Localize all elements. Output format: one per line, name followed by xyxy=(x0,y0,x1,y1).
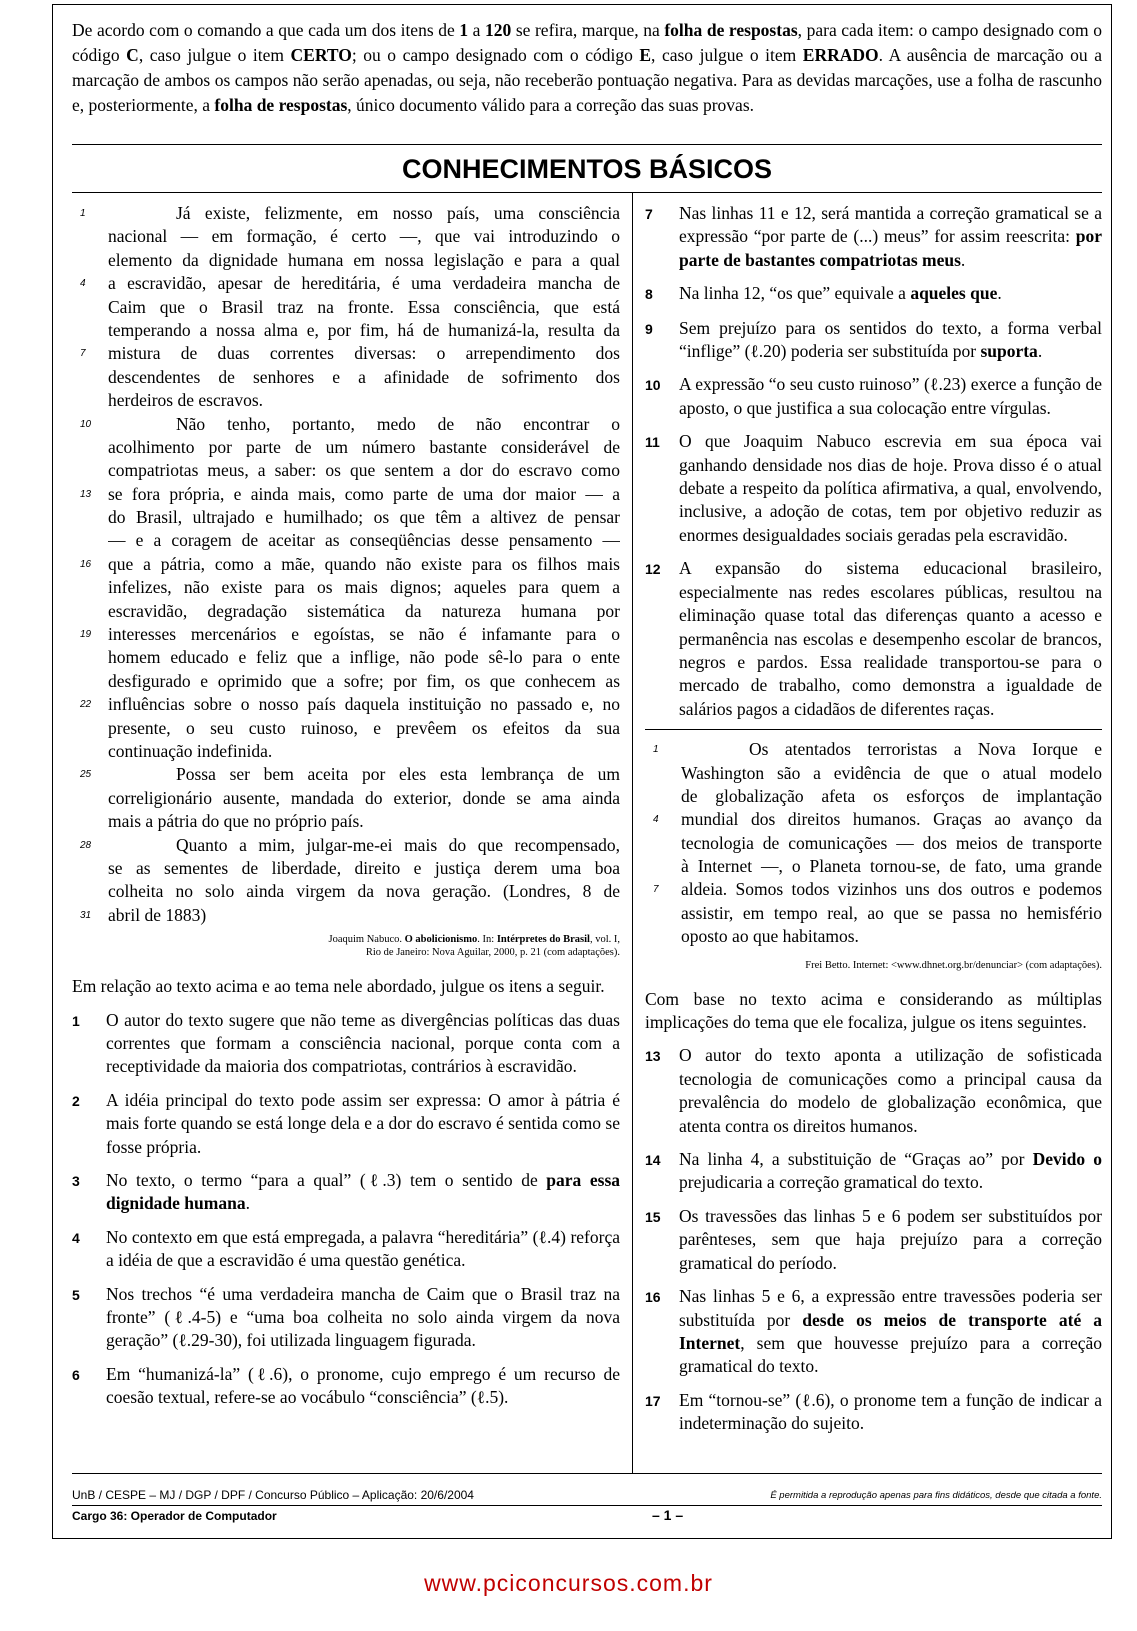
line-number: 19 xyxy=(80,629,92,641)
passage-line xyxy=(72,834,620,857)
line-number xyxy=(72,389,108,412)
line-number xyxy=(72,670,108,693)
footer-exam-info: UnB / CESPE – MJ / DGP / DPF / Concurso Público – Aplicação: 20/6/2004 xyxy=(72,1488,474,1502)
line-text: temperando a nossa alma e, por fim, há de humanizá-la, resulta da xyxy=(108,319,620,340)
item-number: 15 xyxy=(645,1208,661,1225)
line-text: Não tenho, portanto, medo de não encontrar o xyxy=(176,413,620,434)
item-number: 8 xyxy=(645,286,653,303)
question-item xyxy=(645,430,1102,547)
line-number xyxy=(645,902,681,925)
question-item xyxy=(645,317,1102,364)
passage-line xyxy=(72,717,620,740)
line-number: 7 xyxy=(653,884,659,896)
passage-line xyxy=(645,832,1102,855)
passage-line xyxy=(72,296,620,319)
item-text: A expansão do sistema educacional brasileiro, especialmente nas redes escolares públicas, resultou na eliminação quase total das diferenças quanto a acesso e permanência nas escolas e desempenho escolar de brancos, negros e pardos. Essa realidade transportou-se para o mercado de trabalho, como demonstra a igualdade de salários pagos a cidadãos de diferentes raças. xyxy=(679,558,1102,719)
question-item xyxy=(645,557,1102,721)
left-column xyxy=(72,202,620,1410)
question-item xyxy=(72,1226,620,1273)
passage-line xyxy=(72,459,620,482)
line-number xyxy=(72,880,108,903)
question-item xyxy=(645,1148,1102,1195)
line-number: 7 xyxy=(80,348,86,360)
item-text: No contexto em que está empregada, a palavra “hereditária” (ℓ.4) reforça a idéia de que a escravidão é uma questão genética. xyxy=(106,1226,620,1271)
item-number: 13 xyxy=(645,1048,661,1065)
line-text: nacional — em formação, é certo —, que vai introduzindo o xyxy=(108,226,620,247)
item-list xyxy=(72,1009,620,1410)
line-text: interesses mercenários e egoístas, se não é infamante para o xyxy=(108,624,620,645)
line-number xyxy=(72,740,108,763)
item-text: Sem prejuízo para os sentidos do texto, a forma verbal “inflige” (ℓ.20) poderia ser substituída por suporta. xyxy=(679,317,1102,362)
passage-line xyxy=(72,553,620,576)
line-text: Já existe, felizmente, em nosso país, uma consciência xyxy=(176,203,620,223)
line-text: do Brasil, ultrajado e humilhado; os que têm a altivez de pensar xyxy=(108,507,620,528)
line-number xyxy=(72,225,108,248)
line-number xyxy=(72,249,108,272)
item-text: Em “tornou-se” (ℓ.6), o pronome tem a função de indicar a indeterminação do sujeito. xyxy=(679,1389,1102,1434)
item-text: Em “humanizá-la” (ℓ.6), o pronome, cujo emprego é um recurso de coesão textual, refere-se ao vocábulo “consciência” (ℓ.5). xyxy=(106,1363,620,1408)
passage-line xyxy=(72,342,620,365)
question-item xyxy=(645,202,1102,272)
item-list xyxy=(645,202,1102,721)
line-number: 1 xyxy=(653,744,659,756)
line-number xyxy=(645,785,681,808)
instructions-lead: Em relação ao texto acima e ao tema nele abordado, julgue os itens a seguir. xyxy=(72,976,605,997)
passage-line xyxy=(72,880,620,903)
divider xyxy=(72,144,1102,145)
line-text: homem educado e feliz que a inflige, não pode sê-lo para o ente xyxy=(108,647,620,668)
line-text: abril de 1883) xyxy=(108,904,207,925)
item-text: A idéia principal do texto pode assim ser expressa: O amor à pátria é mais forte quando se está longe dela e a dor do escravo é sentida como se fosse própria. xyxy=(106,1089,620,1157)
section-title: CONHECIMENTOS BÁSICOS xyxy=(401,154,773,184)
line-number xyxy=(72,319,108,342)
line-number xyxy=(72,787,108,810)
item-list xyxy=(645,1044,1102,1435)
line-number: 10 xyxy=(80,418,92,430)
line-number xyxy=(72,459,108,482)
item-number: 3 xyxy=(72,1172,80,1189)
passage-line xyxy=(72,483,620,506)
line-text: acolhimento por parte de um número bastante considerável de xyxy=(108,436,620,457)
item-text: Nas linhas 5 e 6, a expressão entre travessões poderia ser substituída por desde os meios de transporte até a Internet, sem que houvesse prejuízo para a correção gramatical do texto. xyxy=(679,1286,1103,1377)
passage-line xyxy=(72,389,620,412)
item-text: Na linha 12, “os que” equivale a aqueles que. xyxy=(679,283,1002,304)
passage-line xyxy=(72,904,620,927)
passage-line xyxy=(72,506,620,529)
line-number: 4 xyxy=(653,814,659,826)
line-number xyxy=(72,436,108,459)
item-number: 9 xyxy=(645,320,653,337)
cargo-label: Cargo 36: Operador de Computador xyxy=(72,1509,277,1523)
passage-line xyxy=(72,857,620,880)
line-number: 1 xyxy=(80,208,86,219)
line-text: mais a pátria do que no próprio país. xyxy=(108,811,364,832)
line-number: 22 xyxy=(80,699,92,711)
line-text: influências sobre o nosso país daquela instituição no passado e, no xyxy=(108,694,620,715)
line-text: desfigurado e oprimido que a sofre; por fim, os que conhecem as xyxy=(108,670,620,691)
line-text: herdeiros de escravos. xyxy=(108,390,264,411)
item-text: O autor do texto sugere que não teme as divergências políticas das duas correntes que formam a consciência nacional, porque conta com a receptividade da maioria dos compatriotas, contrários à escravidão. xyxy=(106,1009,620,1077)
item-text: Na linha 4, a substituição de “Graças ao” por Devido o prejudicaria a correção gramatical do texto. xyxy=(679,1149,1102,1193)
line-text: Os atentados terroristas a Nova Iorque e xyxy=(749,739,1102,760)
line-number: 25 xyxy=(80,769,92,781)
item-text: O que Joaquim Nabuco escrevia em sua época vai ganhando densidade nos dias de hoje. Prova disso é o atual debate a respeito da política afirmativa, a qual, envolvendo, inclusive, a adoção de cotas, tem por objetivo reduzir as enormes desigualdades sociais geradas pela escravidão. xyxy=(679,431,1102,545)
passage-line xyxy=(645,785,1102,808)
line-text: escravidão, degradação sistemática da natureza humana por xyxy=(108,600,620,621)
item-text: O autor do texto aponta a utilização de sofisticada tecnologia de comunicações como a principal causa da prevalência do modelo de globalização econômica, que atenta contra os direitos humanos. xyxy=(679,1045,1102,1136)
passage-line xyxy=(645,925,1102,948)
footer-cargo xyxy=(72,1509,1102,1523)
divider xyxy=(72,192,1102,193)
page-number: – 1 – xyxy=(652,1507,684,1523)
item-text: Nas linhas 11 e 12, será mantida a correção gramatical se a expressão “por parte de (...) meus” for assim reescrita: por parte de bastantes compatriotas meus. xyxy=(679,203,1102,270)
question-item xyxy=(72,1363,620,1410)
passage-line xyxy=(72,646,620,669)
item-text: No texto, o termo “para a qual” (ℓ.3) tem o sentido de para essa dignidade humana. xyxy=(106,1169,621,1214)
passage-line xyxy=(72,319,620,342)
item-text: Os travessões das linhas 5 e 6 podem ser substituídos por parênteses, sem que haja prejuízo para a correção gramatical do período. xyxy=(679,1205,1102,1273)
line-text: presente, o seu custo ruinoso, e prevêem os efeitos da sua xyxy=(108,717,620,738)
line-text: correligionário ausente, mandada do exterior, donde se ama ainda xyxy=(108,787,620,808)
website-link[interactable]: www.pciconcursos.com.br xyxy=(424,1570,713,1596)
question-item xyxy=(645,1285,1102,1379)
passage-line xyxy=(645,738,1102,761)
item-number: 7 xyxy=(645,206,653,222)
line-text: Washington são a evidência de que o atual modelo xyxy=(681,762,1102,783)
item-number: 10 xyxy=(645,377,661,394)
item-text: A expressão “o seu custo ruinoso” (ℓ.23) exerce a função de aposto, o que justifica a sua colocação entre vírgulas. xyxy=(679,374,1102,418)
passage-line xyxy=(72,670,620,693)
divider xyxy=(645,729,1102,730)
passage-line xyxy=(72,693,620,716)
line-text: continuação indefinida. xyxy=(108,740,273,761)
line-text: tecnologia de comunicações — dos meios de transporte xyxy=(681,832,1102,853)
instructions-lead: Com base no texto acima e considerando as múltiplas implicações do tema que ele focaliza, julgue os itens seguintes. xyxy=(645,988,1102,1033)
passage-line xyxy=(72,436,620,459)
item-number: 12 xyxy=(645,561,661,578)
passage-line xyxy=(72,623,620,646)
passage-line xyxy=(72,529,620,552)
instructions: De acordo com o comando a que cada um dos itens de 1 a 120 se refira, marque, na folha de respostas, para cada item: o campo designado com o código C, caso julgue o item CERTO; ou o campo designado com o código E, caso julgue o item ERRADO. A ausência de marcação ou a marcação de ambos os campos não serão apenadas, ou seja, não receberão pontuação negativa. Para as devidas marcações, use a folha de rascunho e, posteriormente, a folha de respostas, único documento válido para a correção das suas provas. xyxy=(72,20,1102,115)
passage-line xyxy=(645,902,1102,925)
line-number: 28 xyxy=(80,839,92,851)
question-item xyxy=(72,1089,620,1159)
item-number: 1 xyxy=(72,1012,80,1029)
line-text: aldeia. Somos todos vizinhos uns dos outros e podemos xyxy=(681,879,1102,900)
line-text: assistir, em tempo real, ao que se passa no hemisfério xyxy=(681,902,1102,923)
passage-line xyxy=(72,576,620,599)
line-text: mundial dos direitos humanos. Graças ao avanço da xyxy=(681,809,1102,830)
line-text: a escravidão, apesar de hereditária, é uma verdadeira mancha de xyxy=(108,273,620,294)
passage-line xyxy=(72,202,620,225)
question-item xyxy=(645,282,1102,306)
question-item xyxy=(72,1009,620,1079)
line-text: infelizes, não existe para os mais dignos; aqueles para quem a xyxy=(108,577,620,598)
right-column xyxy=(645,202,1102,1436)
line-number: 16 xyxy=(80,558,92,570)
line-number xyxy=(72,296,108,319)
line-text: elemento da dignidade humana em nossa legislação e para a qual xyxy=(108,249,620,270)
item-number: 4 xyxy=(72,1229,80,1246)
line-text: — e a coragem de aceitar as conseqüências desse pensamento — xyxy=(108,530,620,551)
line-text: compatriotas meus, a saber: os que sentem a dor do escravo como xyxy=(108,460,620,481)
passage-betto xyxy=(645,738,1102,949)
line-number xyxy=(645,832,681,855)
line-number xyxy=(72,717,108,740)
item-text: Nos trechos “é uma verdadeira mancha de Caim que o Brasil traz na fronte” (ℓ.4-5) e “uma boa colheita no solo ainda virgem da nova geração” (ℓ.29-30), foi utilizada linguagem figurada. xyxy=(106,1283,620,1351)
question-item xyxy=(645,373,1102,420)
passage-line xyxy=(72,600,620,623)
line-number xyxy=(72,576,108,599)
question-item xyxy=(72,1283,620,1353)
line-number: 31 xyxy=(80,909,92,921)
line-number: 13 xyxy=(80,488,92,500)
passage-line xyxy=(72,225,620,248)
divider xyxy=(72,1473,1102,1474)
passage-source: Joaquim Nabuco. O abolicionismo. In: Intérpretes do Brasil, vol. I, Rio de Janeiro: Nova Aguilar, 2000, p. 21 (com adaptações). xyxy=(328,934,620,959)
passage-line xyxy=(72,413,620,436)
line-number xyxy=(72,366,108,389)
item-number: 14 xyxy=(645,1152,661,1169)
line-text: Caim que o Brasil traz na fronte. Essa consciência, que está xyxy=(108,296,620,317)
line-text: descendentes de senhores e a afinidade de sofrimento dos xyxy=(108,366,620,387)
line-number xyxy=(72,600,108,623)
line-number: 4 xyxy=(80,278,86,290)
footer-copyright: É permitida a reprodução apenas para fins didáticos, desde que citada a fonte. xyxy=(770,1490,1102,1501)
item-number: 2 xyxy=(72,1092,80,1109)
item-number: 11 xyxy=(645,434,660,451)
passage-line xyxy=(72,366,620,389)
passage-line xyxy=(645,808,1102,831)
line-text: que a pátria, como a mãe, quando não existe para os filhos mais xyxy=(108,553,620,574)
passage-line xyxy=(72,810,620,833)
line-text: de globalização afeta os esforços de implantação xyxy=(681,785,1102,806)
passage-line xyxy=(72,787,620,810)
passage-line xyxy=(72,740,620,763)
passage-line xyxy=(645,762,1102,785)
line-text: Possa ser bem aceita por eles esta lembrança de um xyxy=(176,764,620,785)
line-number xyxy=(72,810,108,833)
question-item xyxy=(645,1389,1102,1436)
passage-line xyxy=(645,878,1102,901)
column-divider xyxy=(632,193,633,1473)
question-item xyxy=(645,1044,1102,1138)
line-number xyxy=(72,857,108,880)
line-text: Quanto a mim, julgar-me-ei mais do que recompensado, xyxy=(176,834,620,855)
item-number: 17 xyxy=(645,1392,661,1409)
item-number: 16 xyxy=(645,1289,661,1306)
line-number xyxy=(72,646,108,669)
line-text: à Internet —, o Planeta tornou-se, de fato, uma grande xyxy=(681,856,1102,877)
line-text: oposto ao que habitamos. xyxy=(681,926,859,947)
passage-nabuco xyxy=(72,202,620,927)
passage-source: Frei Betto. Internet: <www.dhnet.org.br/denunciar> (com adaptações). xyxy=(805,959,1102,971)
passage-line xyxy=(645,855,1102,878)
footer xyxy=(72,1488,1102,1502)
line-number xyxy=(645,925,681,948)
line-number xyxy=(72,506,108,529)
line-text: se fora própria, e ainda mais, como parte de uma dor maior — a xyxy=(108,483,620,504)
line-text: se as sementes de liberdade, direito e justiça derem uma boa xyxy=(108,857,620,878)
passage-line xyxy=(72,249,620,272)
line-number xyxy=(72,529,108,552)
line-text: mistura de duas correntes diversas: o arrependimento dos xyxy=(108,343,620,364)
divider xyxy=(72,1505,1102,1506)
passage-line xyxy=(72,272,620,295)
question-item xyxy=(72,1169,620,1216)
item-number: 6 xyxy=(72,1366,80,1383)
line-number xyxy=(645,762,681,785)
item-number: 5 xyxy=(72,1286,80,1303)
question-item xyxy=(645,1205,1102,1275)
line-text: colheita no solo ainda virgem da nova geração. (Londres, 8 de xyxy=(108,881,620,902)
passage-line xyxy=(72,763,620,786)
line-number xyxy=(645,855,681,878)
